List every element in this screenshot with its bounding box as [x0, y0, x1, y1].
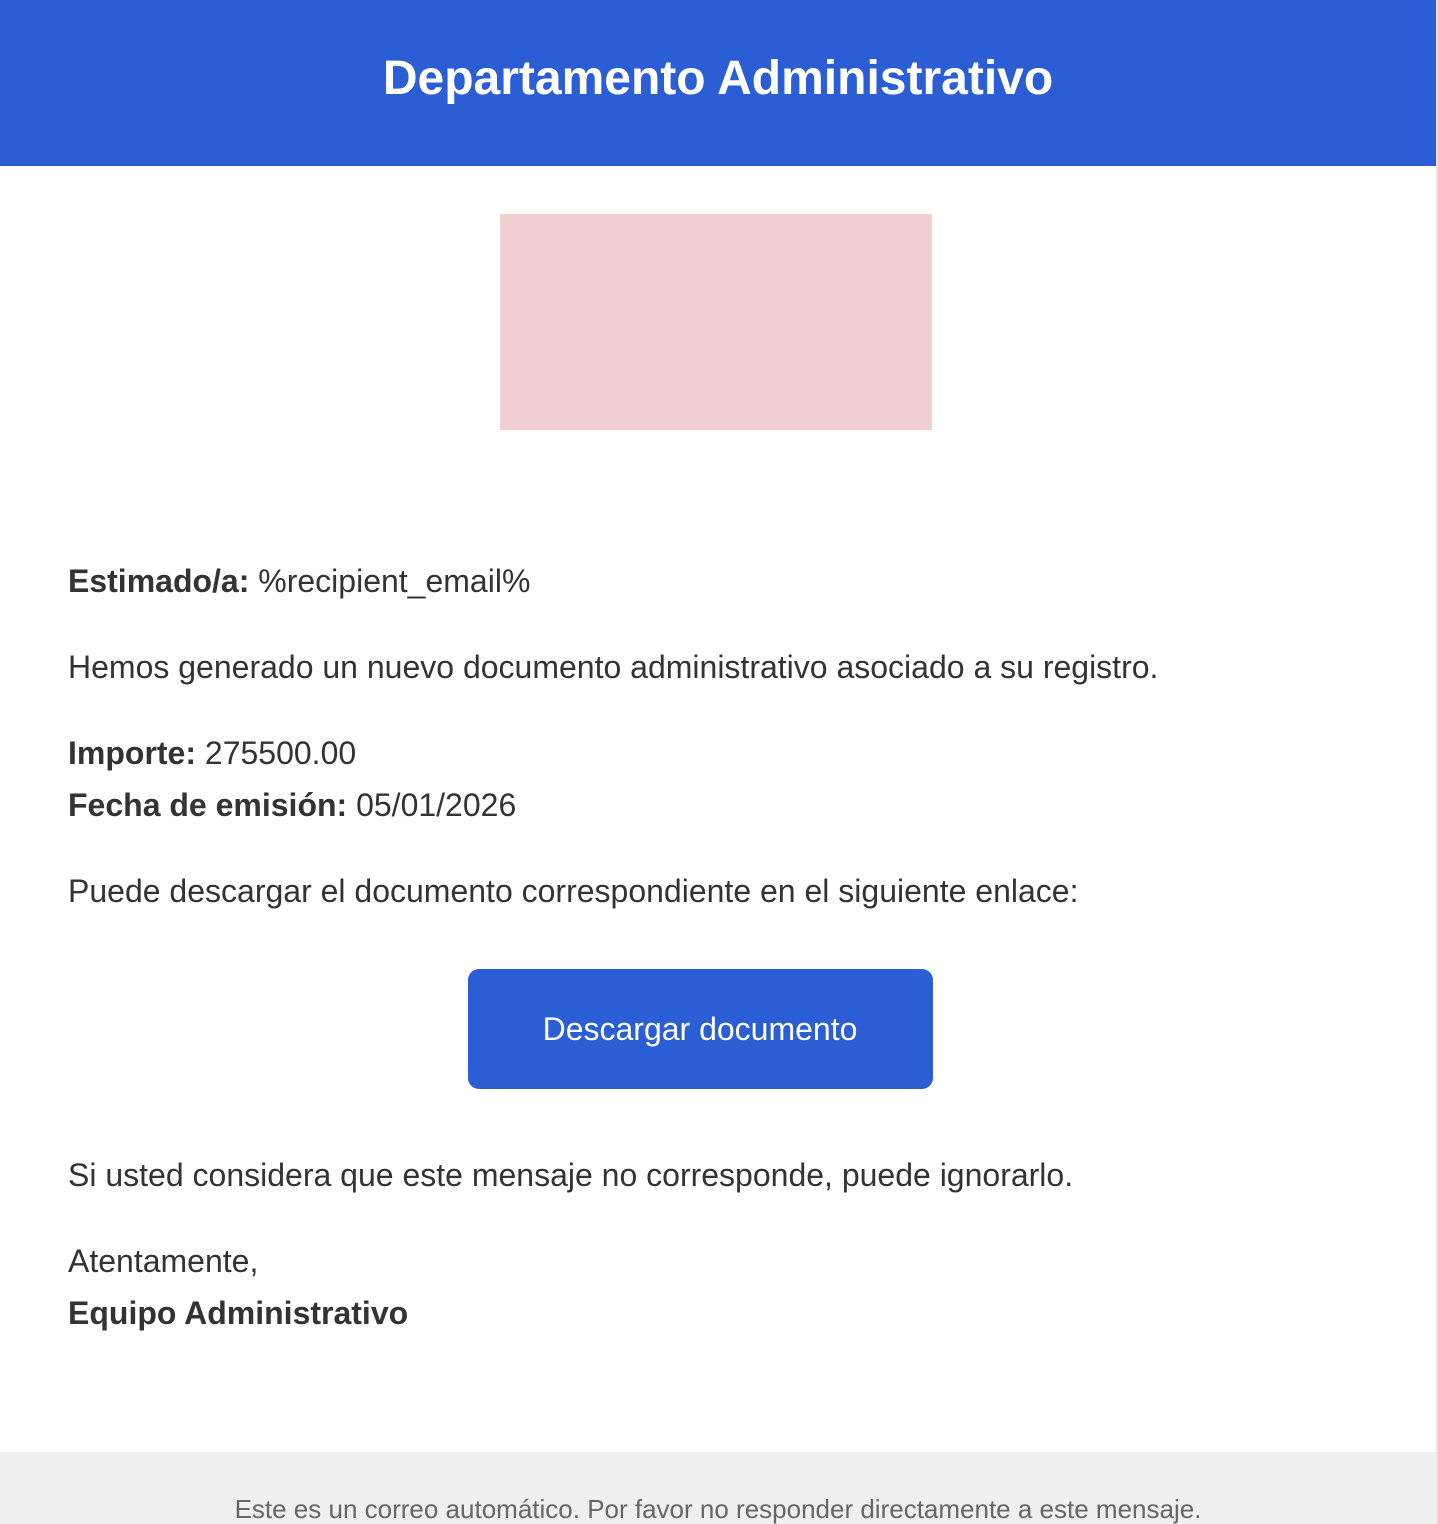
email-header: [0, 0, 1436, 166]
amount-label: Importe:: [68, 735, 196, 771]
intro-text: Hemos generado un nuevo documento administrativo asociado a su registro.: [68, 649, 1159, 685]
recipient-email: %recipient_email%: [258, 563, 531, 599]
date-line: [68, 779, 1368, 831]
date-label: Fecha de emisión:: [68, 787, 348, 823]
button-row: [68, 969, 1368, 1089]
amount-line: [68, 727, 1368, 779]
email-body: [68, 555, 1368, 1339]
date-value: 05/01/2026: [356, 787, 517, 823]
closing-text: Atentamente,: [68, 1243, 259, 1279]
ignore-notice: Si usted considera que este mensaje no corresponde, puede ignorarlo.: [68, 1157, 1074, 1193]
greeting-line: [68, 555, 1368, 607]
footer-text: Este es un correo automático. Por favor no responder directamente a este mensaje.: [234, 1494, 1202, 1524]
email-footer: [0, 1452, 1436, 1524]
banner-image-placeholder: [500, 214, 932, 430]
team-name: Equipo Administrativo: [68, 1295, 409, 1331]
greeting-label: Estimado/a:: [68, 563, 250, 599]
signature-team: [68, 1287, 1368, 1339]
download-document-button[interactable]: Descargar documento: [468, 969, 933, 1089]
download-instructions: Puede descargar el documento correspondiente en el siguiente enlace:: [68, 873, 1079, 909]
amount-value: 275500.00: [204, 735, 357, 771]
header-title: Departamento Administrativo: [382, 52, 1054, 105]
